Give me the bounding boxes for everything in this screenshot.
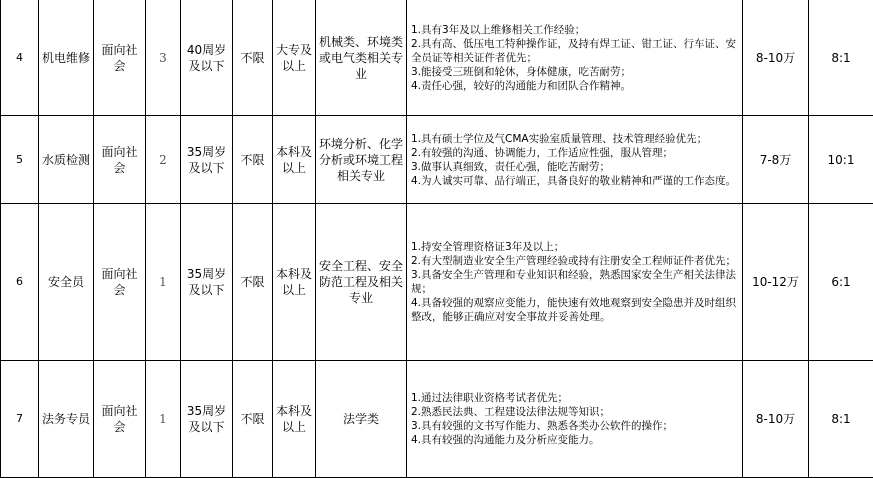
headcount: 2: [146, 116, 181, 204]
position-name: 法务专员: [39, 361, 94, 478]
salary: 8-10万: [743, 361, 809, 478]
requirement-item: 2.具有高、低压电工特种操作证，及持有焊工证、钳工证、行车证、安全员证等相关证件者优先；: [411, 37, 739, 65]
age-requirement: 35周岁及以下: [181, 361, 233, 478]
position-name: 安全员: [39, 204, 94, 361]
major-requirement: 法学类: [316, 361, 407, 478]
requirement-item: 1.持安全管理资格证3年及以上；: [411, 240, 739, 254]
gender-requirement: 不限: [233, 0, 273, 116]
table-row: [1, 116, 873, 204]
requirement-item: 4.责任心强，较好的沟通能力和团队合作精神。: [411, 79, 739, 93]
education-requirement: 本科及以上: [273, 204, 316, 361]
row-index: 4: [1, 0, 39, 116]
job-requirements: [407, 0, 743, 116]
headcount: 1: [146, 361, 181, 478]
education-requirement: 本科及以上: [273, 116, 316, 204]
age-requirement: 35周岁及以下: [181, 116, 233, 204]
headcount: 3: [146, 0, 181, 116]
major-requirement: 安全工程、安全防范工程及相关专业: [316, 204, 407, 361]
requirement-item: 2.有大型制造业安全生产管理经验或持有注册安全工程师证件者优先；: [411, 254, 739, 268]
requirement-item: 3.具备安全生产管理和专业知识和经验，熟悉国家安全生产相关法律法规；: [411, 268, 739, 296]
row-index: 7: [1, 361, 39, 478]
ratio: 8:1: [809, 0, 873, 116]
major-requirement: 环境分析、化学分析或环境工程相关专业: [316, 116, 407, 204]
requirement-item: 1.具有3年及以上维修相关工作经验；: [411, 23, 739, 37]
requirement-item: 1.通过法律职业资格考试者优先；: [411, 391, 739, 405]
requirement-item: 1.具有硕士学位及气CMA实验室质量管理、技术管理经验优先；: [411, 132, 739, 146]
education-requirement: 大专及以上: [273, 0, 316, 116]
ratio: 8:1: [809, 361, 873, 478]
recruit-target: 面向社会: [94, 0, 146, 116]
recruit-target: 面向社会: [94, 116, 146, 204]
requirement-item: 2.有较强的沟通、协调能力，工作适应性强，服从管理；: [411, 146, 739, 160]
table-row: [1, 361, 873, 478]
job-requirements: [407, 204, 743, 361]
education-requirement: 本科及以上: [273, 361, 316, 478]
requirement-item: 3.能接受三班倒和轮休，身体健康，吃苦耐劳；: [411, 65, 739, 79]
salary: 10-12万: [743, 204, 809, 361]
major-requirement: 机械类、环境类或电气类相关专业: [316, 0, 407, 116]
recruit-target: 面向社会: [94, 361, 146, 478]
requirement-item: 4.具有较强的沟通能力及分析应变能力。: [411, 433, 739, 447]
age-requirement: 35周岁及以下: [181, 204, 233, 361]
position-name: 水质检测: [39, 116, 94, 204]
requirement-item: 3.做事认真细致，责任心强，能吃苦耐劳；: [411, 160, 739, 174]
table-row: [1, 0, 873, 116]
ratio: 6:1: [809, 204, 873, 361]
row-index: 5: [1, 116, 39, 204]
ratio: 10:1: [809, 116, 873, 204]
requirement-item: 4.为人诚实可靠、品行端正，具备良好的敬业精神和严谨的工作态度。: [411, 174, 739, 188]
job-requirements: [407, 116, 743, 204]
job-requirements: [407, 361, 743, 478]
salary: 8-10万: [743, 0, 809, 116]
table-body: [1, 0, 873, 478]
salary: 7-8万: [743, 116, 809, 204]
requirement-item: 2.熟悉民法典、工程建设法律法规等知识；: [411, 405, 739, 419]
gender-requirement: 不限: [233, 204, 273, 361]
headcount: 1: [146, 204, 181, 361]
position-name: 机电维修: [39, 0, 94, 116]
age-requirement: 40周岁及以下: [181, 0, 233, 116]
recruit-target: 面向社会: [94, 204, 146, 361]
gender-requirement: 不限: [233, 116, 273, 204]
row-index: 6: [1, 204, 39, 361]
table-row: [1, 204, 873, 361]
requirement-item: 3.具有较强的文书写作能力、熟悉各类办公软件的操作；: [411, 419, 739, 433]
requirement-item: 4.具备较强的观察应变能力，能快速有效地观察到安全隐患并及时组织整改，能够正确应对安全事故并妥善处理。: [411, 296, 739, 324]
gender-requirement: 不限: [233, 361, 273, 478]
